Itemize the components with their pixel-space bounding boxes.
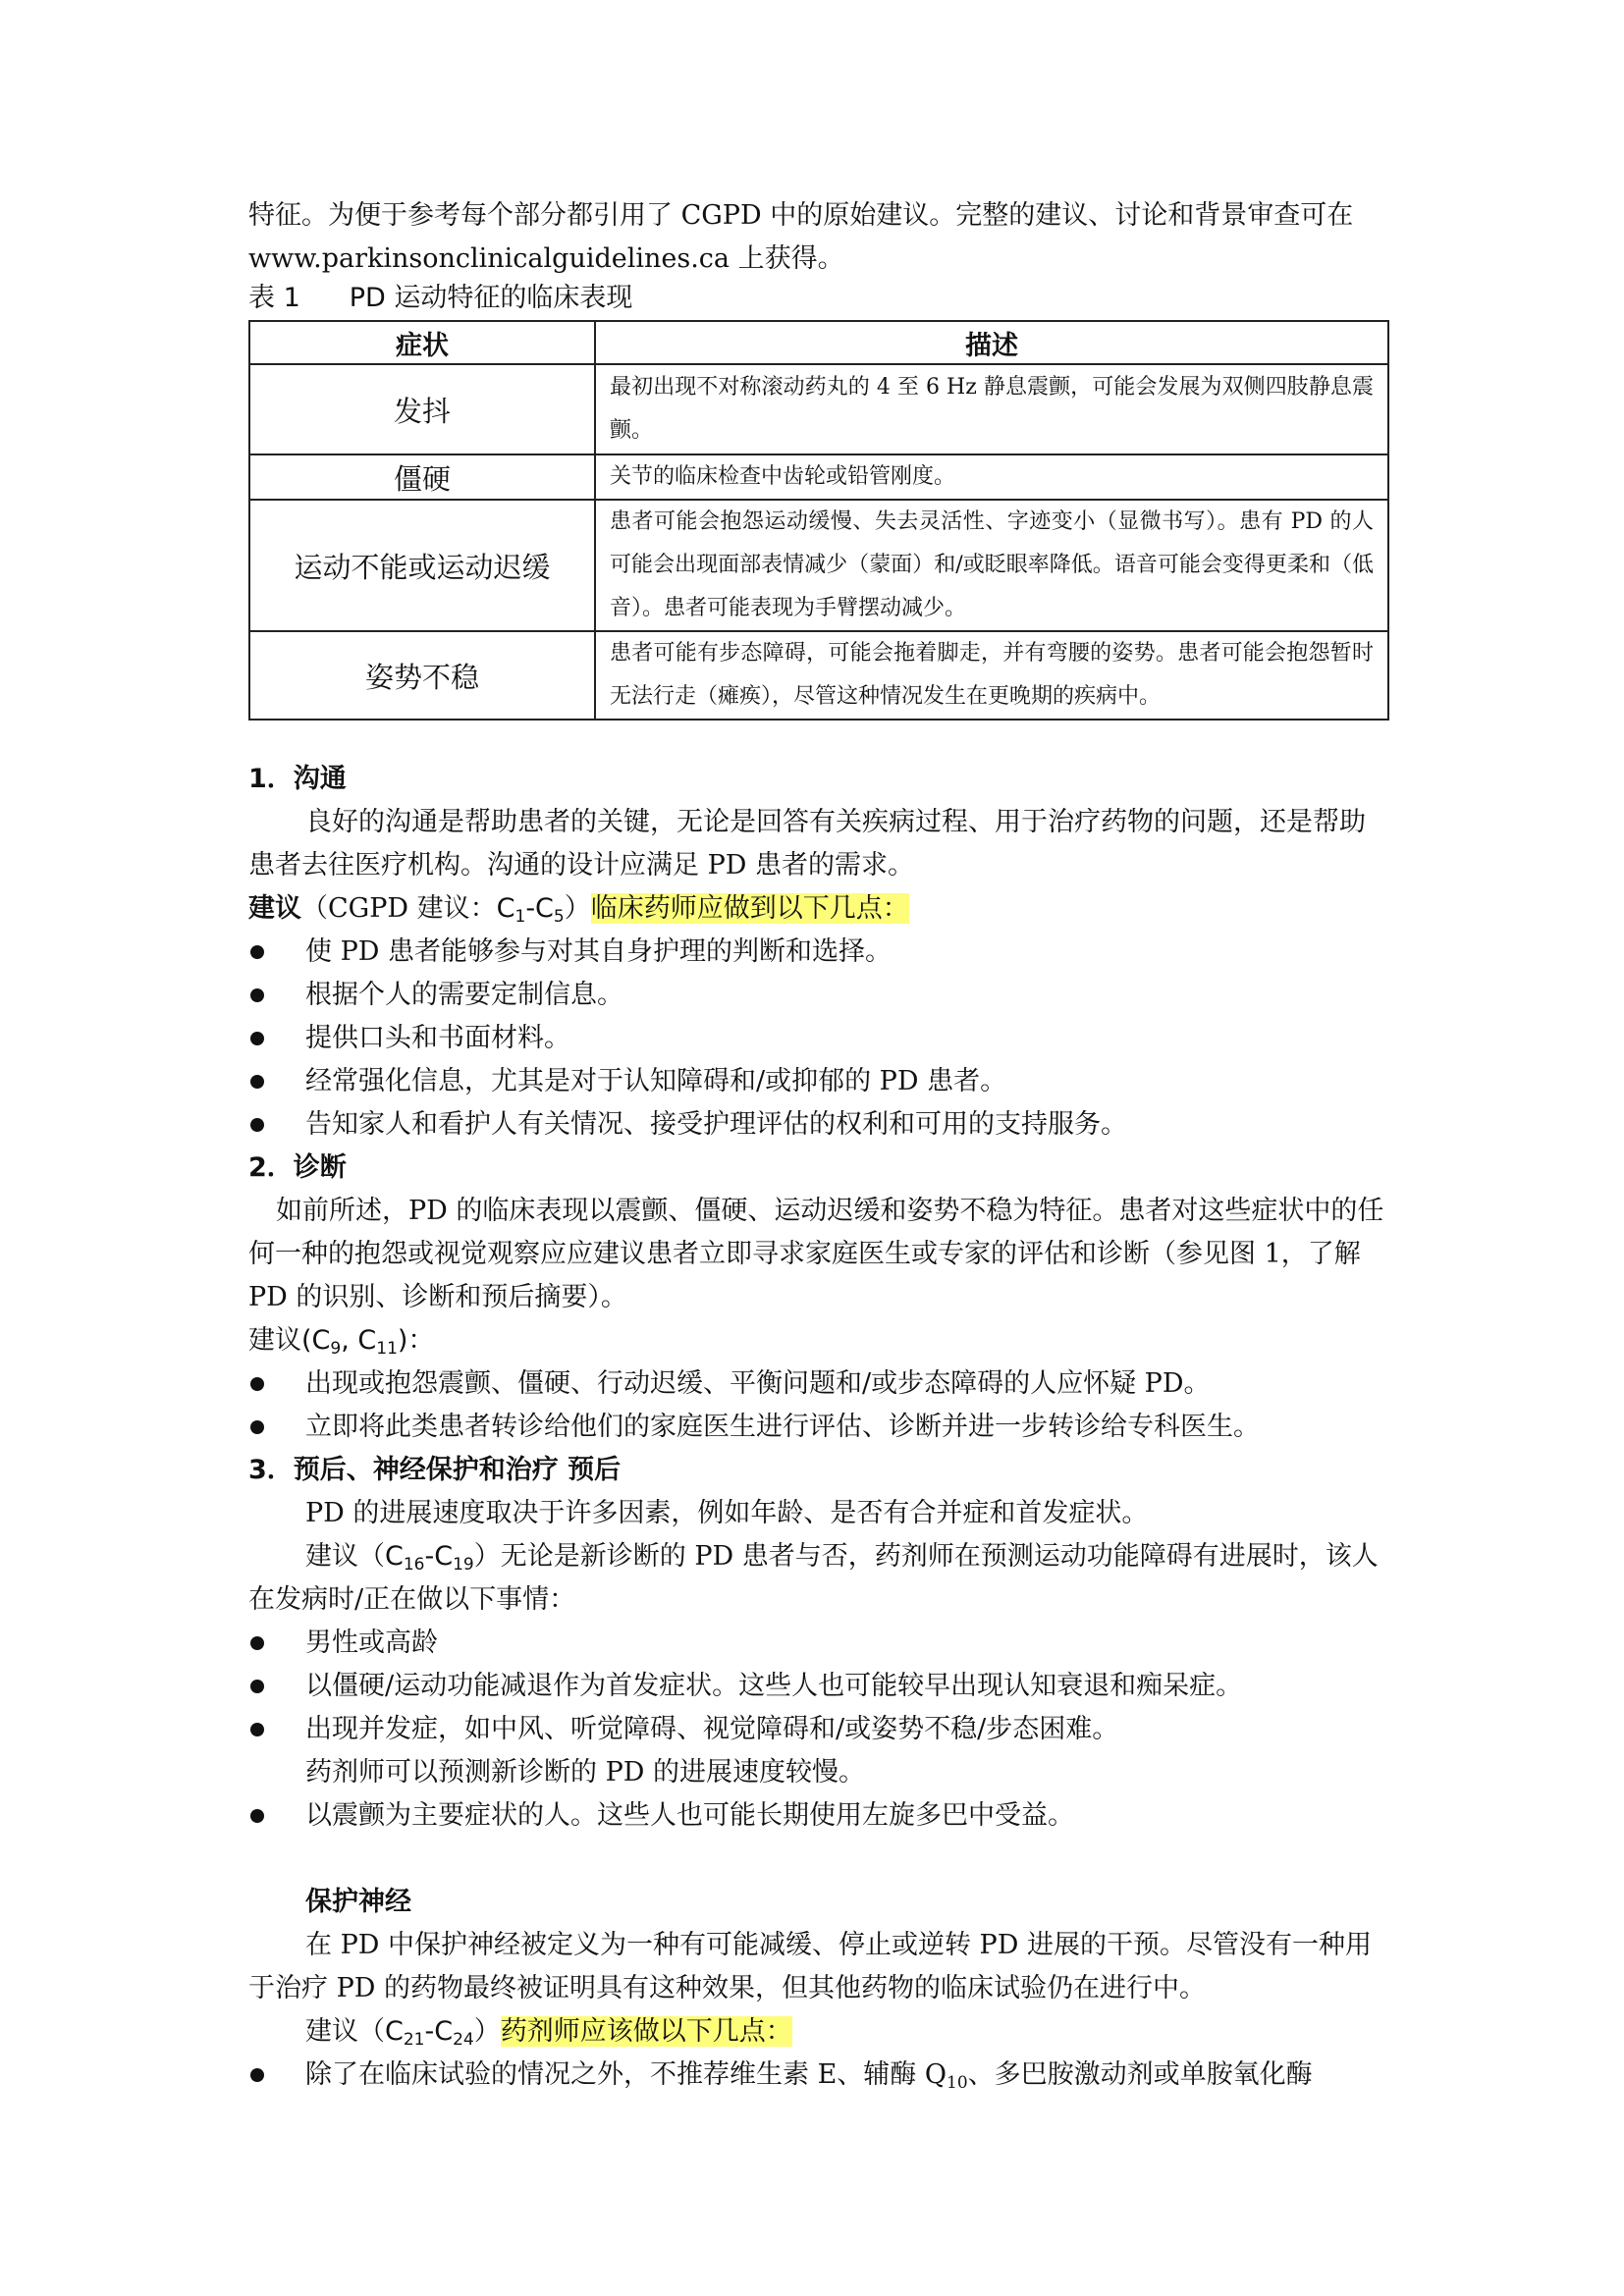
document-page <box>248 194 1389 2097</box>
section-heading-prognosis: 3．预后、神经保护和治疗 预后 <box>248 1455 622 1485</box>
list-item: 根据个人的需要定制信息。 <box>248 974 1389 1017</box>
symptom-cell: 僵硬 <box>249 454 595 500</box>
list-item: 提供口头和书面材料。 <box>248 1017 1389 1060</box>
symptom-cell: 姿势不稳 <box>249 631 595 720</box>
prognosis-continuation-line: 药剂师可以预测新诊断的 PD 的进展速度较慢。 <box>305 1757 865 1788</box>
prognosis-bullet-list-2 <box>248 1794 1389 1838</box>
header-description: 描述 <box>595 321 1388 364</box>
section-heading-neuroprotection: 保护神经 <box>305 1887 411 1917</box>
neuroprotection-paragraph: 在 PD 中保护神经被定义为一种有可能减缓、停止或逆转 PD 进展的干预。尽管没有一种用于治疗 PD 的药物最终被证明具有这种效果，但其他药物的临床试验仍在进行中。 <box>248 1930 1372 2003</box>
list-item: 以震颤为主要症状的人。这些人也可能长期使用左旋多巴中受益。 <box>248 1794 1389 1838</box>
list-item: 出现或抱怨震颤、僵硬、行动迟缓、平衡问题和/或步态障碍的人应怀疑 PD。 <box>248 1362 1389 1406</box>
list-item: 经常强化信息，尤其是对于认知障碍和/或抑郁的 PD 患者。 <box>248 1060 1389 1103</box>
list-item: 立即将此类患者转诊给他们的家庭医生进行评估、诊断并进一步转诊给专科医生。 <box>248 1406 1389 1449</box>
table-row <box>249 364 1388 454</box>
table-header-row <box>249 321 1388 364</box>
symptom-cell: 运动不能或运动迟缓 <box>249 500 595 631</box>
guidelines-url[interactable]: www.parkinsonclinicalguidelines.ca <box>248 243 731 274</box>
list-item: 以僵硬/运动功能减退作为首发症状。这些人也可能较早出现认知衰退和痴呆症。 <box>248 1665 1389 1708</box>
list-item: 使 PD 患者能够参与对其自身护理的判断和选择。 <box>248 931 1389 974</box>
section-heading-diagnosis: 2．诊断 <box>248 1152 347 1183</box>
symptom-cell: 发抖 <box>249 364 595 454</box>
motor-features-table <box>248 320 1389 721</box>
communication-recommendation: 建议（CGPD 建议：$C_1-C_5$）临床药师应做到以下几点： <box>248 893 909 927</box>
header-symptom: 症状 <box>249 321 595 364</box>
highlighted-text: 药剂师应该做以下几点： <box>500 2016 792 2047</box>
diagnosis-paragraph: 如前所述，PD 的临床表现以震颤、僵硬、运动迟缓和姿势不稳为特征。患者对这些症状中的任何一种的抱怨或视觉观察应应建议患者立即寻求家庭医生或专家的评估和诊断（参见图 1，了解 PD 的识别、诊断和预后摘要）。 <box>248 1196 1384 1312</box>
description-cell: 关节的临床检查中齿轮或铅管刚度。 <box>595 454 1388 500</box>
diagnosis-recommendation: 建议($C_9$, $C_{11}$)： <box>248 1325 435 1359</box>
communication-paragraph: 良好的沟通是帮助患者的关键，无论是回答有关疾病过程、用于治疗药物的问题，还是帮助患者去往医疗机构。沟通的设计应满足 PD 患者的需求。 <box>248 807 1366 881</box>
prognosis-bullet-list <box>248 1622 1389 1751</box>
table-row <box>249 631 1388 720</box>
list-item: 除了在临床试验的情况之外，不推荐维生素 E、辅酶 $Q_{10}$、多巴胺激动剂或单胺氧化酶 <box>248 2054 1389 2097</box>
communication-bullet-list <box>248 931 1389 1147</box>
description-cell: 患者可能有步态障碍，可能会拖着脚走，并有弯腰的姿势。患者可能会抱怨暂时无法行走（瘫痪），尽管这种情况发生在更晚期的疾病中。 <box>595 631 1388 720</box>
prognosis-recommendation: 建议$(C_{16}-C_{19})$无论是新诊断的 PD 患者与否，药剂师在预测运动功能障碍有进展时，该人在发病时/正在做以下事情： <box>248 1541 1379 1615</box>
intro-paragraph: 特征。为便于参考每个部分都引用了 CGPD 中的原始建议。完整的建议、讨论和背景审查可在 www.parkinsonclinicalguidelines.ca 上获得。 <box>248 200 1354 274</box>
neuroprotection-bullet-list <box>248 2054 1389 2097</box>
diagnosis-bullet-list <box>248 1362 1389 1449</box>
prognosis-paragraph: PD 的进展速度取决于许多因素，例如年龄、是否有合并症和首发症状。 <box>305 1498 1149 1528</box>
highlighted-text: 临床药师应做到以下几点： <box>590 893 909 924</box>
table-row <box>249 500 1388 631</box>
table-row <box>249 454 1388 500</box>
list-item: 男性或高龄 <box>248 1622 1389 1665</box>
description-cell: 最初出现不对称滚动药丸的 4 至 6 Hz 静息震颤，可能会发展为双侧四肢静息震颤。 <box>595 364 1388 454</box>
list-item: 出现并发症，如中风、听觉障碍、视觉障碍和/或姿势不稳/步态困难。 <box>248 1708 1389 1751</box>
list-item: 告知家人和看护人有关情况、接受护理评估的权利和可用的支持服务。 <box>248 1103 1389 1147</box>
table-caption: 表 1 PD 运动特征的临床表现 <box>248 283 633 313</box>
neuroprotection-recommendation: 建议$(C_{21}-C_{24})$药剂师应该做以下几点： <box>305 2016 792 2050</box>
description-cell: 患者可能会抱怨运动缓慢、失去灵活性、字迹变小（显微书写）。患有 PD 的人可能会出现面部表情减少（蒙面）和/或眨眼率降低。语音可能会变得更柔和（低音）。患者可能表现为手臂摆动减少。 <box>595 500 1388 631</box>
section-heading-communication: 1．沟通 <box>248 764 347 794</box>
